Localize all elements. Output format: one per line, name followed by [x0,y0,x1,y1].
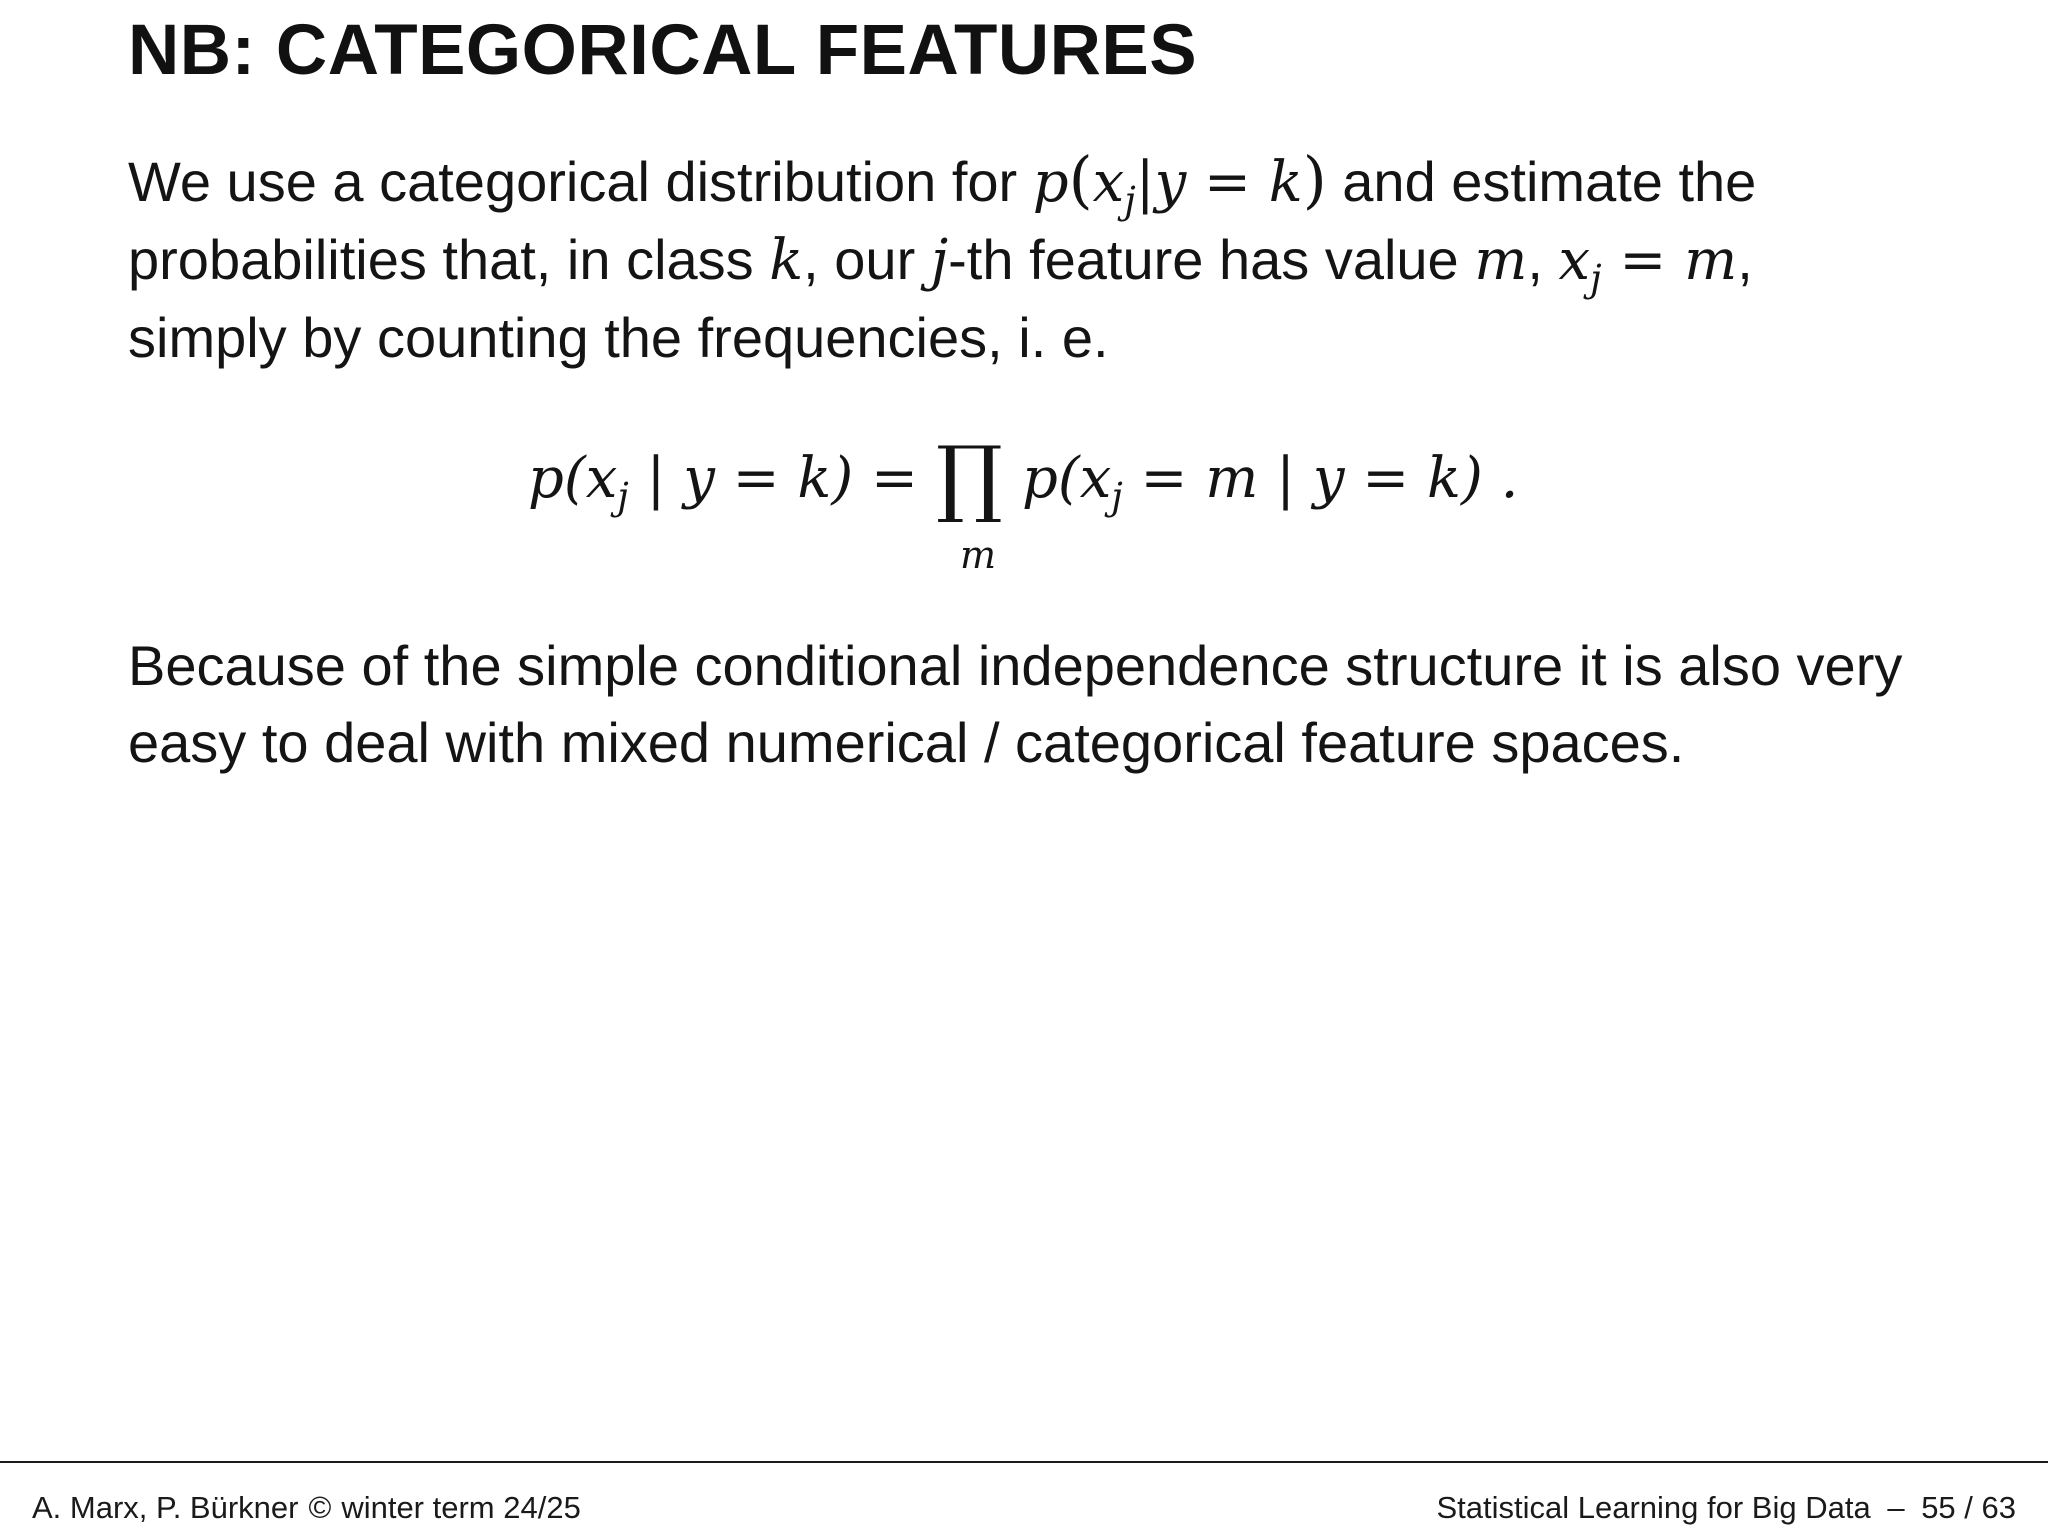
product-symbol: ∏ [936,428,1003,526]
intro-line-1 [128,142,1756,221]
inline-formula: $p(x_j|y = k)$ [1032,144,1327,222]
inline-j: j [930,228,949,293]
intro-text: and estimate the [1326,150,1757,213]
copyright-icon: © [308,1490,332,1525]
term-label: winter term 24/25 [341,1490,581,1525]
equation-lhs: $p(x_j$ | y = k) = [528,446,918,518]
course-title: Statistical Learning for Big Data [1436,1490,1871,1525]
intro-line-2: probabilities that, in class k, our j-th feature has value m, $x_j = m$, [128,228,1753,300]
closing-line-1: Because of the simple conditional independence structure it is also very [128,634,1903,697]
intro-paragraph [128,142,1756,376]
author-names: A. Marx, P. Bürkner [32,1490,299,1525]
footer-authors [32,1488,581,1528]
closing-paragraph [128,627,1902,781]
footer-separator: – [1887,1490,1905,1525]
product-index: m [960,533,997,577]
intro-line-3: simply by counting the frequencies, i. e. [128,306,1109,369]
page-number: 55 / 63 [1921,1490,2016,1525]
inline-k: k [769,228,804,293]
equation-rhs: $p(x_j = m$ | y = k) . [1022,446,1519,518]
inline-xj-eq-m: $x_j = m$ [1558,228,1738,300]
closing-line-2: easy to deal with mixed numerical / categorical feature spaces. [128,711,1685,774]
footer-divider [0,1461,2048,1463]
display-equation [528,428,1528,590]
intro-text: We use a categorical distribution for [128,150,1033,213]
slide-title: NB: CATEGORICAL FEATURES [128,11,1198,90]
inline-m: m [1474,228,1528,293]
footer-course [1436,1488,2016,1528]
